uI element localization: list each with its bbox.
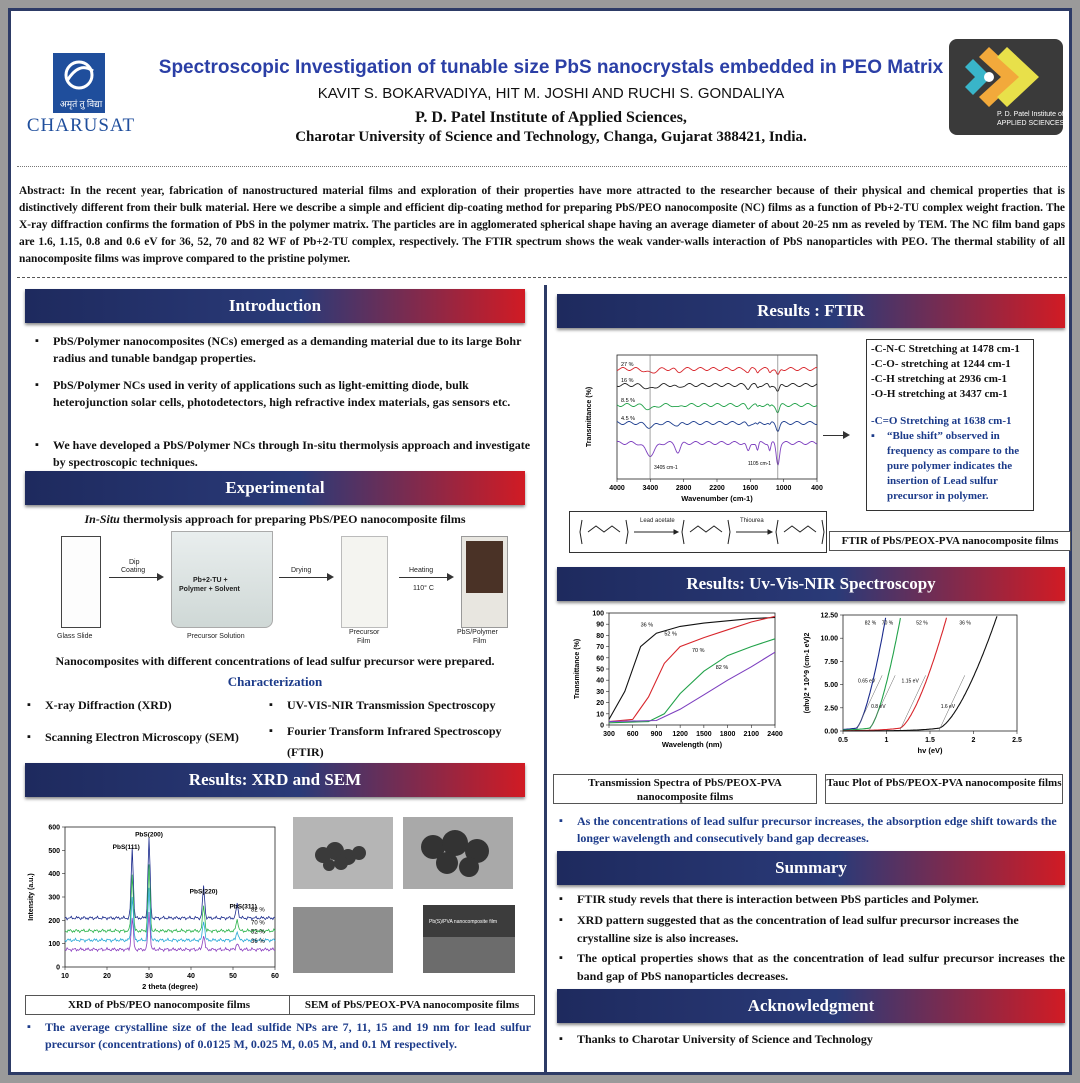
tauc-series-label: 52 % [916,620,928,627]
glass-slide-label: Glass Slide [57,633,93,640]
tauc-series-label: 70 % [881,620,894,627]
summary-heading: Summary [557,851,1065,885]
ftir-series-label: 4.5 % [621,416,636,422]
xrd-peak-label: PbS(311) [229,903,257,911]
xrd-series-line [65,864,275,932]
charusat-tagline: अमृतं तु विद्या [59,99,103,109]
tauc-xtick-label: 2 [971,737,976,744]
trans-series-line [609,616,775,721]
xrd-ytick-label: 500 [48,847,60,855]
summary-bullet-3: ▪ The optical properties shows that as the concentration of lead sulfur precursor increases the band gap of PbS nanoparticles decreases. [555,949,1065,985]
ftir-xtick-label: 1000 [775,485,792,492]
sem-image-3 [293,907,393,973]
xrd-peak-label: PbS(200) [135,831,163,839]
tauc-series-line [843,616,997,731]
xrd-ytick-label: 400 [48,871,60,879]
ftir-band-4: -O-H stretching at 3437 cm-1 [871,388,1008,400]
poster-institute: P. D. Patel Institute of Applied Sciences, [415,109,687,126]
tauc-ylabel: (αhν)2 * 10^9 (cm-1 eV)2 [804,632,811,714]
xrd-xtick-label: 50 [229,973,237,980]
ftir-blue-shift [871,429,1029,504]
charusat-logo [21,51,141,141]
tauc-chart [801,605,1021,755]
ftir-xtick-label: 400 [811,485,823,492]
ftir-series-label: 27 % [621,362,634,368]
trans-xtick-label: 1800 [719,731,736,738]
scheme-thiourea: Thiourea [740,518,764,524]
tauc-gap-label: 0.8 eV [871,703,886,710]
ftir-series-label: 8.5 % [621,398,636,404]
ftir-xtick-label: 1600 [742,485,759,492]
acknowledgment-text: ▪ Thanks to Charotar University of Science and Technology [555,1031,1065,1048]
tauc-series-line [843,618,900,730]
ftir-annotation: 1105 cm-1 [747,461,772,467]
trans-series-label: 82 % [715,665,729,671]
trans-ylabel: Transmittance (%) [574,638,581,700]
ftir-caption: FTIR of PbS/PEOX-PVA nanocomposite films [829,531,1071,551]
trans-ytick-label: 50 [596,666,604,674]
tauc-gap-label: 1.6 eV [940,703,956,710]
ftir-series-line [617,384,817,392]
uv-bullet: ▪ As the concentrations of lead sulfur precursor increases, the absorption edge shift towards the longer wavelength and consecutively band gap decreases. [555,813,1063,847]
charusat-name: CHARUSAT [26,115,136,136]
ftir-xlabel: Wavenumber (cm-1) [681,494,753,503]
trans-series-label: 52 % [664,631,677,638]
experimental-heading: Experimental [25,471,525,505]
intro-bullet-3: ▪ We have developed a PbS/Polymer NCs through In-situ thermolysis approach and investigate by spectroscopic techniques. [31,437,531,471]
experimental-note: Nanocomposites with different concentrations of lead sulfur precursor were prepared. [55,654,495,668]
intro-bullet-2: ▪ PbS/Polymer NCs used in verity of applications such as light-emitting diode, bulk heterojunction solar cells, photodetectors, high refractive index materials, gas sensors etc. [31,377,531,411]
ftir-xtick-label: 4000 [609,485,625,492]
introduction-heading: Introduction [25,289,525,323]
xrd-series-label: 82 % [251,907,265,914]
tauc-caption: Tauc Plot of PbS/PEOX-PVA nanocomposite films [825,774,1063,804]
ftir-heading: Results : FTIR [557,294,1065,328]
xrd-chart [25,807,285,992]
xrd-ytick-label: 0 [56,964,60,972]
ftir-co-line: -C=O Stretching at 1638 cm-1 [871,415,1012,427]
trans-xtick-label: 1500 [696,731,712,738]
experimental-subtitle-rest: thermolysis approach for preparing PbS/PEO nanocomposite films [119,512,466,526]
beaker-text-1: Pb+2-TU + [193,577,228,584]
sem-image-4 [423,905,515,973]
xrd-xtick-label: 20 [103,973,111,980]
intro-bullet-1: ▪ PbS/Polymer nanocomposites (NCs) emerged as a demanding material due to its large Bohr radius and tunable bandgap properties. [31,333,531,367]
trans-xtick-label: 2100 [743,731,760,738]
ftir-arrow-head [843,431,850,439]
pbs-film-label-2: Film [473,638,487,645]
pdpias-emblem-icon [949,39,1063,109]
xrd-peak-label: PbS(111) [112,844,140,852]
xrd-series-label: 70 % [251,920,265,927]
experimental-subtitle [25,511,525,528]
trans-series-line [609,618,775,720]
xrd-ytick-label: 200 [48,917,60,925]
tauc-gap-label: 1.15 eV [901,678,919,685]
xrd-xtick-label: 10 [61,973,69,980]
beaker-text-2: Polymer + Solvent [179,586,240,593]
dip-label-2: Coating [121,567,146,574]
column-divider [544,285,547,1075]
tauc-gap-label: 0.65 eV [858,678,876,685]
xrd-sem-heading: Results: XRD and SEM [25,763,525,797]
heating-label: Heating [409,567,434,574]
ftir-series-line [617,368,817,375]
xrd-series-line [65,888,275,942]
tauc-xtick-label: 1 [884,737,889,744]
char-item-sem: ▪ Scanning Electron Microscopy (SEM) [23,729,273,746]
trans-series-label: 36 % [640,622,654,629]
drying-label: Drying [291,567,312,574]
tauc-ytick-label: 0.00 [824,728,838,736]
pbs-film-label-1: PbS/Polymer [457,629,498,636]
xrd-bullet: ▪ The average crystalline size of the lead sulfide NPs are 7, 11, 15 and 19 nm for lead sulfur precursor (concentrations) of 0.0125 M, 0.025 M, 0.05 M, and 0.1 M respectively. [23,1019,531,1053]
ftir-frame [617,355,817,479]
trans-xtick-label: 2400 [767,731,783,738]
ftir-xtick-label: 2800 [675,485,692,492]
tauc-ytick-label: 10.00 [820,635,838,643]
arrow-1 [109,577,161,578]
tauc-series-line [843,618,886,730]
summary-bullet-1: ▪ FTIR study revels that there is interaction between PbS particles and Polymer. [555,891,1065,908]
trans-ytick-label: 70 [596,644,604,652]
arrow-2-head [327,573,334,581]
precursor-solution-label: Precursor Solution [187,633,245,640]
sem-image-1 [293,817,393,889]
trans-xtick-label: 1200 [672,731,688,738]
abstract: Abstract: In the recent year, fabrication of nanostructured material films and exploration of their properties have more attracted to the researcher because of their physical and chemical properties that is distinctively different from their bulk material. Here we describe a simple and efficient dip-coating method for preparing PbS/PEO nanocomposite (NC) films as a function of Pb+2-TU complex weight fraction. The X-ray diffraction confirms the formation of PbS in the polymer matrix. The particles are in agglomerated spherical shape having an average diameter of about 20-25 nm as reveled by TEM. The NC film band gaps are 1.6, 1.15, 0.8 and 0.6 eV for 36, 52, 70 and 82 WF of Pb+2-TU complex, respectively. The FTIR spectrum shows the weak vander-walls interaction of PbS nanoparticles with PEO. The thermal stability of all nanocomposite films was improve compared to the pristine polymer. [19,185,1065,265]
trans-xtick-label: 600 [626,731,639,738]
xrd-ytick-label: 600 [48,824,60,832]
xrd-peak-label: PbS(220) [189,888,218,896]
characterization-heading: Characterization [227,674,323,689]
arrow-3 [399,577,451,578]
pdpias-logo [949,39,1063,135]
ftir-xtick-label: 2200 [709,485,725,492]
trans-xtick-label: 900 [650,731,663,738]
ftir-band-2: -C-O- stretching at 1244 cm-1 [871,358,1011,370]
tauc-xtick-label: 0.5 [838,737,848,744]
ftir-xtick-label: 3400 [642,485,659,492]
header-divider [17,166,1067,167]
uv-heading: Results: Uv-Vis-NIR Spectroscopy [557,567,1065,601]
poster-university: Charotar University of Science and Technology, Changa, Gujarat 388421, India. [295,129,807,145]
arrow-3-head [447,573,454,581]
sem-caption: SEM of PbS/PEOX-PVA nanocomposite films [289,995,535,1015]
char-item-xrd: ▪ X-ray Diffraction (XRD) [23,697,273,714]
xrd-xlabel: 2 theta (degree) [142,982,198,991]
sem-image-label: Pb(S)/PVA nanocomposite film [429,919,497,925]
xrd-xtick-label: 40 [187,973,195,980]
xrd-ylabel: Intensity (a.u.) [28,873,35,921]
ftir-series-line [617,422,817,432]
ftir-band-3: -C-H stretching at 2936 cm-1 [871,373,1008,385]
tauc-ytick-label: 12.50 [820,612,838,620]
reaction-scheme-icon [570,512,826,552]
arrow-1-head [157,573,164,581]
precursor-film-label-1: Precursor [349,629,380,636]
trans-ytick-label: 20 [596,700,604,708]
trans-ytick-label: 60 [596,655,604,663]
trans-ytick-label: 100 [592,610,604,618]
ftir-series-label: 16 % [621,378,634,384]
char-item-ftir: ▪ Fourier Transform Infrared Spectroscopy (FTIR) [265,721,535,763]
poster-authors: KAVIT S. BOKARVADIYA, HIT M. JOSHI AND RUCHI S. GONDALIYA [317,85,785,102]
xrd-frame [65,827,275,967]
tauc-ytick-label: 5.00 [824,682,838,690]
acknowledgment-heading: Acknowledgment [557,989,1065,1023]
trans-ytick-label: 10 [596,711,604,719]
trans-series-line [609,652,775,721]
xrd-ytick-label: 100 [48,941,60,949]
scheme-lead-acetate: Lead acetate [640,518,675,524]
tauc-xtick-label: 1.5 [925,737,935,744]
tauc-ytick-label: 7.50 [824,658,838,666]
trans-ytick-label: 0 [600,722,604,730]
sem-image-2 [403,817,513,889]
pdpias-line1: P. D. Patel Institute of [997,111,1064,118]
tauc-series-label: 36 % [959,620,971,627]
pdpias-line2: APPLIED SCIENCES [997,120,1065,127]
ftir-annotation: 3405 cm-1 [654,465,678,471]
xrd-caption: XRD of PbS/PEO nanocomposite films [25,995,293,1015]
tauc-xtick-label: 2.5 [1012,737,1022,744]
abstract-divider [17,277,1067,278]
ftir-bullet-icon: ▪ [871,430,875,442]
reaction-scheme [569,511,827,553]
precursor-film-label-2: Film [357,638,371,645]
transmission-chart [571,605,783,749]
tauc-series-label: 82 % [864,620,877,627]
glass-slide [61,536,101,628]
tauc-series-line [843,618,947,731]
pbs-film [461,536,508,628]
ftir-series-line [617,442,817,465]
trans-ytick-label: 80 [596,632,604,640]
trans-frame [609,613,775,725]
tauc-ytick-label: 2.50 [824,705,838,713]
dip-label-1: Dip [129,559,140,566]
trans-ytick-label: 90 [596,621,604,629]
transmission-caption: Transmission Spectra of PbS/PEOX-PVA nanocomposite films [553,774,817,804]
trans-ytick-label: 40 [596,677,604,685]
xrd-xtick-label: 30 [145,973,153,980]
xrd-ytick-label: 300 [48,894,60,902]
precursor-film [341,536,388,628]
experimental-subtitle-em: In-Situ [84,512,120,526]
ftir-bands-box [866,339,1034,511]
ftir-ylabel: Transmittance (%) [586,386,593,448]
trans-ytick-label: 30 [596,688,604,696]
ftir-band-1: -C-N-C Stretching at 1478 cm-1 [871,343,1020,355]
arrow-2 [279,577,331,578]
poster [8,8,1072,1075]
xrd-series-label: 36 % [251,938,265,945]
char-item-uv: ▪ UV-VIS-NIR Transmission Spectroscopy [265,697,535,714]
tauc-xlabel: hv (eV) [917,746,943,755]
poster-title: Spectroscopic Investigation of tunable size PbS nanocrystals embedded in PEO Matrix [158,57,944,78]
trans-xtick-label: 300 [603,731,615,738]
trans-series-label: 70 % [692,648,705,655]
xrd-xtick-label: 60 [271,973,279,980]
trans-xlabel: Wavelength (nm) [661,740,723,749]
ftir-chart [583,343,823,503]
summary-bullet-2: ▪ XRD pattern suggested that as the concentration of lead sulfur precursor increases the crystalline size is also increases. [555,911,1065,947]
ftir-blue-shift-text: “Blue shift” observed in frequency as compare to the pure polymer indicates the insertion of Lead sulfur precursor in polymer. [887,430,1020,502]
heating-temp: 110° C [413,585,434,592]
ftir-series-line [617,404,817,413]
xrd-series-label: 52 % [251,929,265,936]
